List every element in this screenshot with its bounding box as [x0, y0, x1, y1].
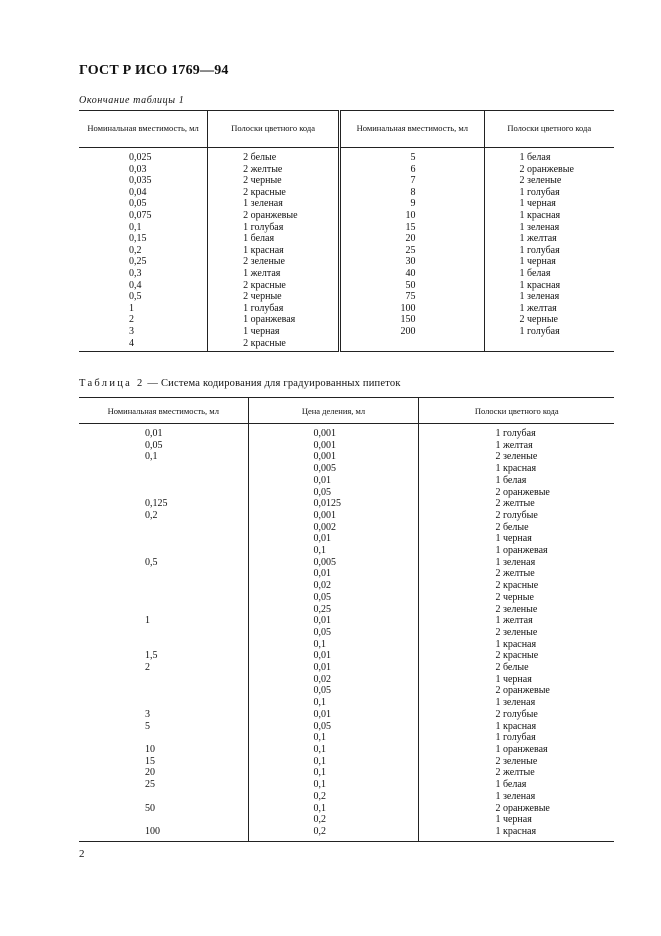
volume-cell: 0,075 [79, 210, 208, 222]
stripes-cell: 1 оранжевая [495, 743, 548, 755]
volume-cell: 0,2 [79, 510, 248, 522]
table-row [79, 580, 614, 592]
volume-cell [79, 487, 248, 499]
table-row [79, 148, 614, 164]
stripes-cell: 2 черные [208, 291, 340, 303]
stripes-cell: 2 зеленые [519, 175, 562, 187]
division-cell: 0,01 [248, 568, 419, 580]
volume-cell [79, 533, 248, 545]
table-row [79, 732, 614, 744]
volume-cell: 75 [340, 291, 484, 303]
table-row [79, 498, 614, 510]
stripes-cell: 1 зеленая [495, 790, 536, 802]
division-cell: 0,01 [248, 533, 419, 545]
division-cell: 0,25 [248, 604, 419, 616]
division-cell: 0,001 [248, 510, 419, 522]
stripes-cell: 1 зеленая [495, 556, 536, 568]
volume-cell: 40 [340, 268, 484, 280]
table-row [79, 709, 614, 721]
table2-header-stripes: Полоски цветного кода [419, 398, 614, 424]
division-cell: 0,01 [248, 709, 419, 721]
table-row [79, 245, 614, 257]
table2-header-volume: Номинальная вместимость, мл [79, 398, 248, 424]
division-cell: 0,05 [248, 487, 419, 499]
volume-cell: 100 [340, 303, 484, 315]
stripes-cell: 1 белая [519, 152, 551, 163]
division-cell: 0,1 [248, 744, 419, 756]
table-row [79, 662, 614, 674]
stripes-cell: 1 желтая [208, 268, 340, 280]
stripes-cell: 2 оранжевые [495, 685, 550, 697]
volume-cell: 0,01 [79, 424, 248, 440]
division-cell: 0,1 [248, 767, 419, 779]
volume-cell [79, 791, 248, 803]
stripes-cell: 2 оранжевые [208, 210, 340, 222]
table1-header-row [79, 111, 614, 148]
stripes-cell: 2 красные [208, 187, 340, 199]
division-cell: 0,02 [248, 674, 419, 686]
stripes-cell: 1 голубая [495, 428, 536, 439]
volume-cell [79, 604, 248, 616]
stripes-cell: 1 желтая [519, 233, 557, 245]
table2-caption-label: Таблица 2 [79, 378, 145, 389]
stripes-cell: 1 желтая [495, 439, 533, 451]
volume-cell: 0,05 [79, 440, 248, 452]
stripes-cell: 1 красная [519, 209, 561, 221]
division-cell: 0,1 [248, 732, 419, 744]
division-cell: 0,001 [248, 451, 419, 463]
table-row [79, 440, 614, 452]
division-cell: 0,2 [248, 826, 419, 841]
volume-cell: 0,025 [79, 148, 208, 164]
stripes-cell: 1 черная [495, 673, 532, 685]
volume-cell: 0,3 [79, 268, 208, 280]
table-row [79, 568, 614, 580]
table1-header-stripes-2: Полоски цветного кода [484, 111, 614, 148]
stripes-cell: 1 оранжевая [495, 545, 548, 557]
volume-cell: 0,4 [79, 280, 208, 292]
stripes-cell: 1 красная [495, 720, 537, 732]
stripes-cell: 1 зеленая [519, 221, 560, 233]
volume-cell: 0,15 [79, 233, 208, 245]
volume-cell: 20 [340, 233, 484, 245]
volume-cell [79, 592, 248, 604]
stripes-cell: 1 голубая [208, 303, 340, 315]
volume-cell: 1,5 [79, 650, 248, 662]
stripes-cell: 1 красная [208, 245, 340, 257]
volume-cell: 0,5 [79, 557, 248, 569]
stripes-cell: 2 белые [495, 521, 529, 533]
volume-cell: 4 [79, 338, 208, 352]
table-row [79, 187, 614, 199]
table2-caption-text: — Система кодирования для градуированных пипеток [144, 378, 401, 389]
table-row [79, 198, 614, 210]
stripes-cell: 2 зеленые [495, 451, 538, 463]
table-row [79, 326, 614, 338]
stripes-cell: 1 черная [519, 256, 556, 268]
stripes-cell: 2 белые [495, 662, 529, 674]
table-row [79, 814, 614, 826]
volume-cell [79, 463, 248, 475]
stripes-cell: 1 белая [495, 779, 527, 791]
volume-cell: 15 [340, 222, 484, 234]
stripes-cell: 2 черные [495, 591, 534, 603]
volume-cell: 0,2 [79, 245, 208, 257]
table-row [79, 627, 614, 639]
volume-cell: 1 [79, 615, 248, 627]
division-cell: 0,01 [248, 650, 419, 662]
stripes-cell: 2 красные [495, 580, 539, 592]
stripes-cell: 1 голубая [208, 222, 340, 234]
volume-cell: 200 [340, 326, 484, 338]
stripes-cell: 1 голубая [519, 325, 560, 337]
volume-cell: 25 [79, 779, 248, 791]
table-row [79, 557, 614, 569]
stripes-cell: 1 белая [519, 267, 551, 279]
volume-cell [79, 732, 248, 744]
stripes-cell: 2 зеленые [495, 755, 538, 767]
table-row [79, 803, 614, 815]
stripes-cell: 2 зеленые [495, 603, 538, 615]
volume-cell: 0,05 [79, 198, 208, 210]
table-row [79, 210, 614, 222]
stripes-cell: 1 черная [519, 198, 556, 210]
stripes-cell: 2 красные [208, 338, 340, 352]
volume-cell: 8 [340, 187, 484, 199]
stripes-cell: 1 черная [495, 814, 532, 826]
stripes-cell: 1 черная [495, 533, 532, 545]
volume-cell: 0,125 [79, 498, 248, 510]
stripes-cell: 2 черные [208, 175, 340, 187]
volume-cell: 2 [79, 662, 248, 674]
table-row [79, 697, 614, 709]
table-row [79, 233, 614, 245]
division-cell: 0,01 [248, 475, 419, 487]
stripes-cell: 2 оранжевые [495, 486, 550, 498]
table-row [79, 463, 614, 475]
stripes-cell: 1 голубая [519, 244, 560, 256]
volume-cell [79, 697, 248, 709]
stripes-cell: 2 желтые [208, 164, 340, 176]
stripes-cell: 1 красная [495, 638, 537, 650]
stripes-cell: 1 красная [495, 463, 537, 475]
volume-cell: 0,04 [79, 187, 208, 199]
table-row [79, 674, 614, 686]
stripes-cell: 1 голубая [519, 186, 560, 198]
table-row [79, 604, 614, 616]
volume-cell: 50 [79, 803, 248, 815]
volume-cell: 10 [340, 210, 484, 222]
table-row [79, 522, 614, 534]
stripes-cell: 2 голубые [495, 708, 538, 720]
table-row [79, 639, 614, 651]
table-row [79, 475, 614, 487]
volume-cell: 0,25 [79, 256, 208, 268]
volume-cell [79, 580, 248, 592]
stripes-cell: 1 белая [495, 474, 527, 486]
table-row [79, 256, 614, 268]
table-row [79, 314, 614, 326]
table1-header-volume: Номинальная вместимость, мл [79, 111, 208, 148]
division-cell: 0,1 [248, 697, 419, 709]
stripes-cell: 1 белая [208, 233, 340, 245]
page-number: 2 [79, 848, 85, 860]
stripes-cell: 1 желтая [519, 302, 557, 314]
stripes-cell: 1 зеленая [208, 198, 340, 210]
table-row [79, 721, 614, 733]
table-row [79, 451, 614, 463]
volume-cell [79, 814, 248, 826]
volume-cell: 3 [79, 326, 208, 338]
table-row [79, 424, 614, 440]
division-cell: 0,05 [248, 721, 419, 733]
stripes-cell: 2 голубые [495, 509, 538, 521]
division-cell: 0,1 [248, 779, 419, 791]
table-row [79, 685, 614, 697]
table-row [79, 545, 614, 557]
volume-cell [79, 545, 248, 557]
stripes-cell: 1 черная [208, 326, 340, 338]
volume-cell [79, 475, 248, 487]
division-cell: 0,005 [248, 463, 419, 475]
table-row [79, 744, 614, 756]
volume-cell: 15 [79, 756, 248, 768]
division-cell: 0,0125 [248, 498, 419, 510]
division-cell: 0,01 [248, 662, 419, 674]
stripes-cell: 2 черные [519, 314, 558, 326]
stripes-cell: 2 красные [208, 280, 340, 292]
stripes-cell: 1 голубая [495, 732, 536, 744]
stripes-cell: 2 красные [495, 650, 539, 662]
stripes-cell: 1 желтая [495, 615, 533, 627]
table2-caption [79, 378, 401, 389]
table-row [79, 222, 614, 234]
volume-cell: 2 [79, 314, 208, 326]
table1-header-stripes: Полоски цветного кода [208, 111, 340, 148]
division-cell: 0,05 [248, 685, 419, 697]
volume-cell: 10 [79, 744, 248, 756]
volume-cell: 5 [79, 721, 248, 733]
table-row [79, 650, 614, 662]
stripes-cell: 2 белые [208, 148, 340, 164]
stripes-cell: 2 желтые [495, 498, 535, 510]
stripes-cell: 2 оранжевые [519, 163, 574, 175]
division-cell: 0,1 [248, 756, 419, 768]
volume-cell: 0,03 [79, 164, 208, 176]
division-cell: 0,01 [248, 615, 419, 627]
volume-cell: 30 [340, 256, 484, 268]
table-row [79, 756, 614, 768]
volume-cell: 7 [340, 175, 484, 187]
volume-cell: 0,035 [79, 175, 208, 187]
volume-cell: 5 [340, 148, 484, 164]
table-row [79, 779, 614, 791]
stripes-cell [484, 338, 614, 352]
table2-header-row [79, 398, 614, 424]
division-cell: 0,001 [248, 424, 419, 440]
table-row [79, 268, 614, 280]
stripes-cell: 2 зеленые [495, 626, 538, 638]
volume-cell: 50 [340, 280, 484, 292]
volume-cell: 0,1 [79, 222, 208, 234]
volume-cell: 25 [340, 245, 484, 257]
division-cell: 0,05 [248, 592, 419, 604]
division-cell: 0,005 [248, 557, 419, 569]
table-row [79, 280, 614, 292]
table1-header-volume-2: Номинальная вместимость, мл [340, 111, 484, 148]
division-cell: 0,1 [248, 545, 419, 557]
table-row [79, 487, 614, 499]
division-cell: 0,002 [248, 522, 419, 534]
table-row [79, 338, 614, 352]
volume-cell [79, 568, 248, 580]
table-row [79, 826, 614, 841]
table-row [79, 164, 614, 176]
division-cell: 0,001 [248, 440, 419, 452]
division-cell: 0,02 [248, 580, 419, 592]
table2 [79, 397, 614, 842]
volume-cell: 20 [79, 767, 248, 779]
volume-cell: 0,1 [79, 451, 248, 463]
table-row [79, 291, 614, 303]
volume-cell [79, 627, 248, 639]
volume-cell: 150 [340, 314, 484, 326]
document-title: ГОСТ Р ИСО 1769—94 [79, 63, 229, 78]
division-cell: 0,1 [248, 803, 419, 815]
volume-cell: 0,5 [79, 291, 208, 303]
table-row [79, 303, 614, 315]
stripes-cell: 2 зеленые [208, 256, 340, 268]
stripes-cell: 2 оранжевые [495, 802, 550, 814]
table1-caption: Окончание таблицы 1 [79, 95, 185, 106]
volume-cell: 9 [340, 198, 484, 210]
division-cell: 0,05 [248, 627, 419, 639]
table-row [79, 592, 614, 604]
volume-cell: 1 [79, 303, 208, 315]
division-cell: 0,2 [248, 791, 419, 803]
stripes-cell: 2 желтые [495, 767, 535, 779]
table2-header-division: Цена деления, мл [248, 398, 419, 424]
volume-cell [79, 522, 248, 534]
stripes-cell: 1 зеленая [519, 291, 560, 303]
volume-cell [79, 674, 248, 686]
table-row [79, 615, 614, 627]
stripes-cell: 1 красная [519, 279, 561, 291]
volume-cell: 6 [340, 164, 484, 176]
volume-cell [340, 338, 484, 352]
volume-cell [79, 685, 248, 697]
table-row [79, 175, 614, 187]
volume-cell: 3 [79, 709, 248, 721]
volume-cell [79, 639, 248, 651]
stripes-cell: 2 желтые [495, 568, 535, 580]
table1 [79, 110, 614, 352]
stripes-cell: 1 зеленая [495, 697, 536, 709]
table-row [79, 791, 614, 803]
stripes-cell: 1 красная [495, 825, 537, 837]
table-row [79, 533, 614, 545]
table-row [79, 510, 614, 522]
division-cell: 0,1 [248, 639, 419, 651]
stripes-cell: 1 оранжевая [208, 314, 340, 326]
volume-cell: 100 [79, 826, 248, 841]
table-row [79, 767, 614, 779]
division-cell: 0,2 [248, 814, 419, 826]
